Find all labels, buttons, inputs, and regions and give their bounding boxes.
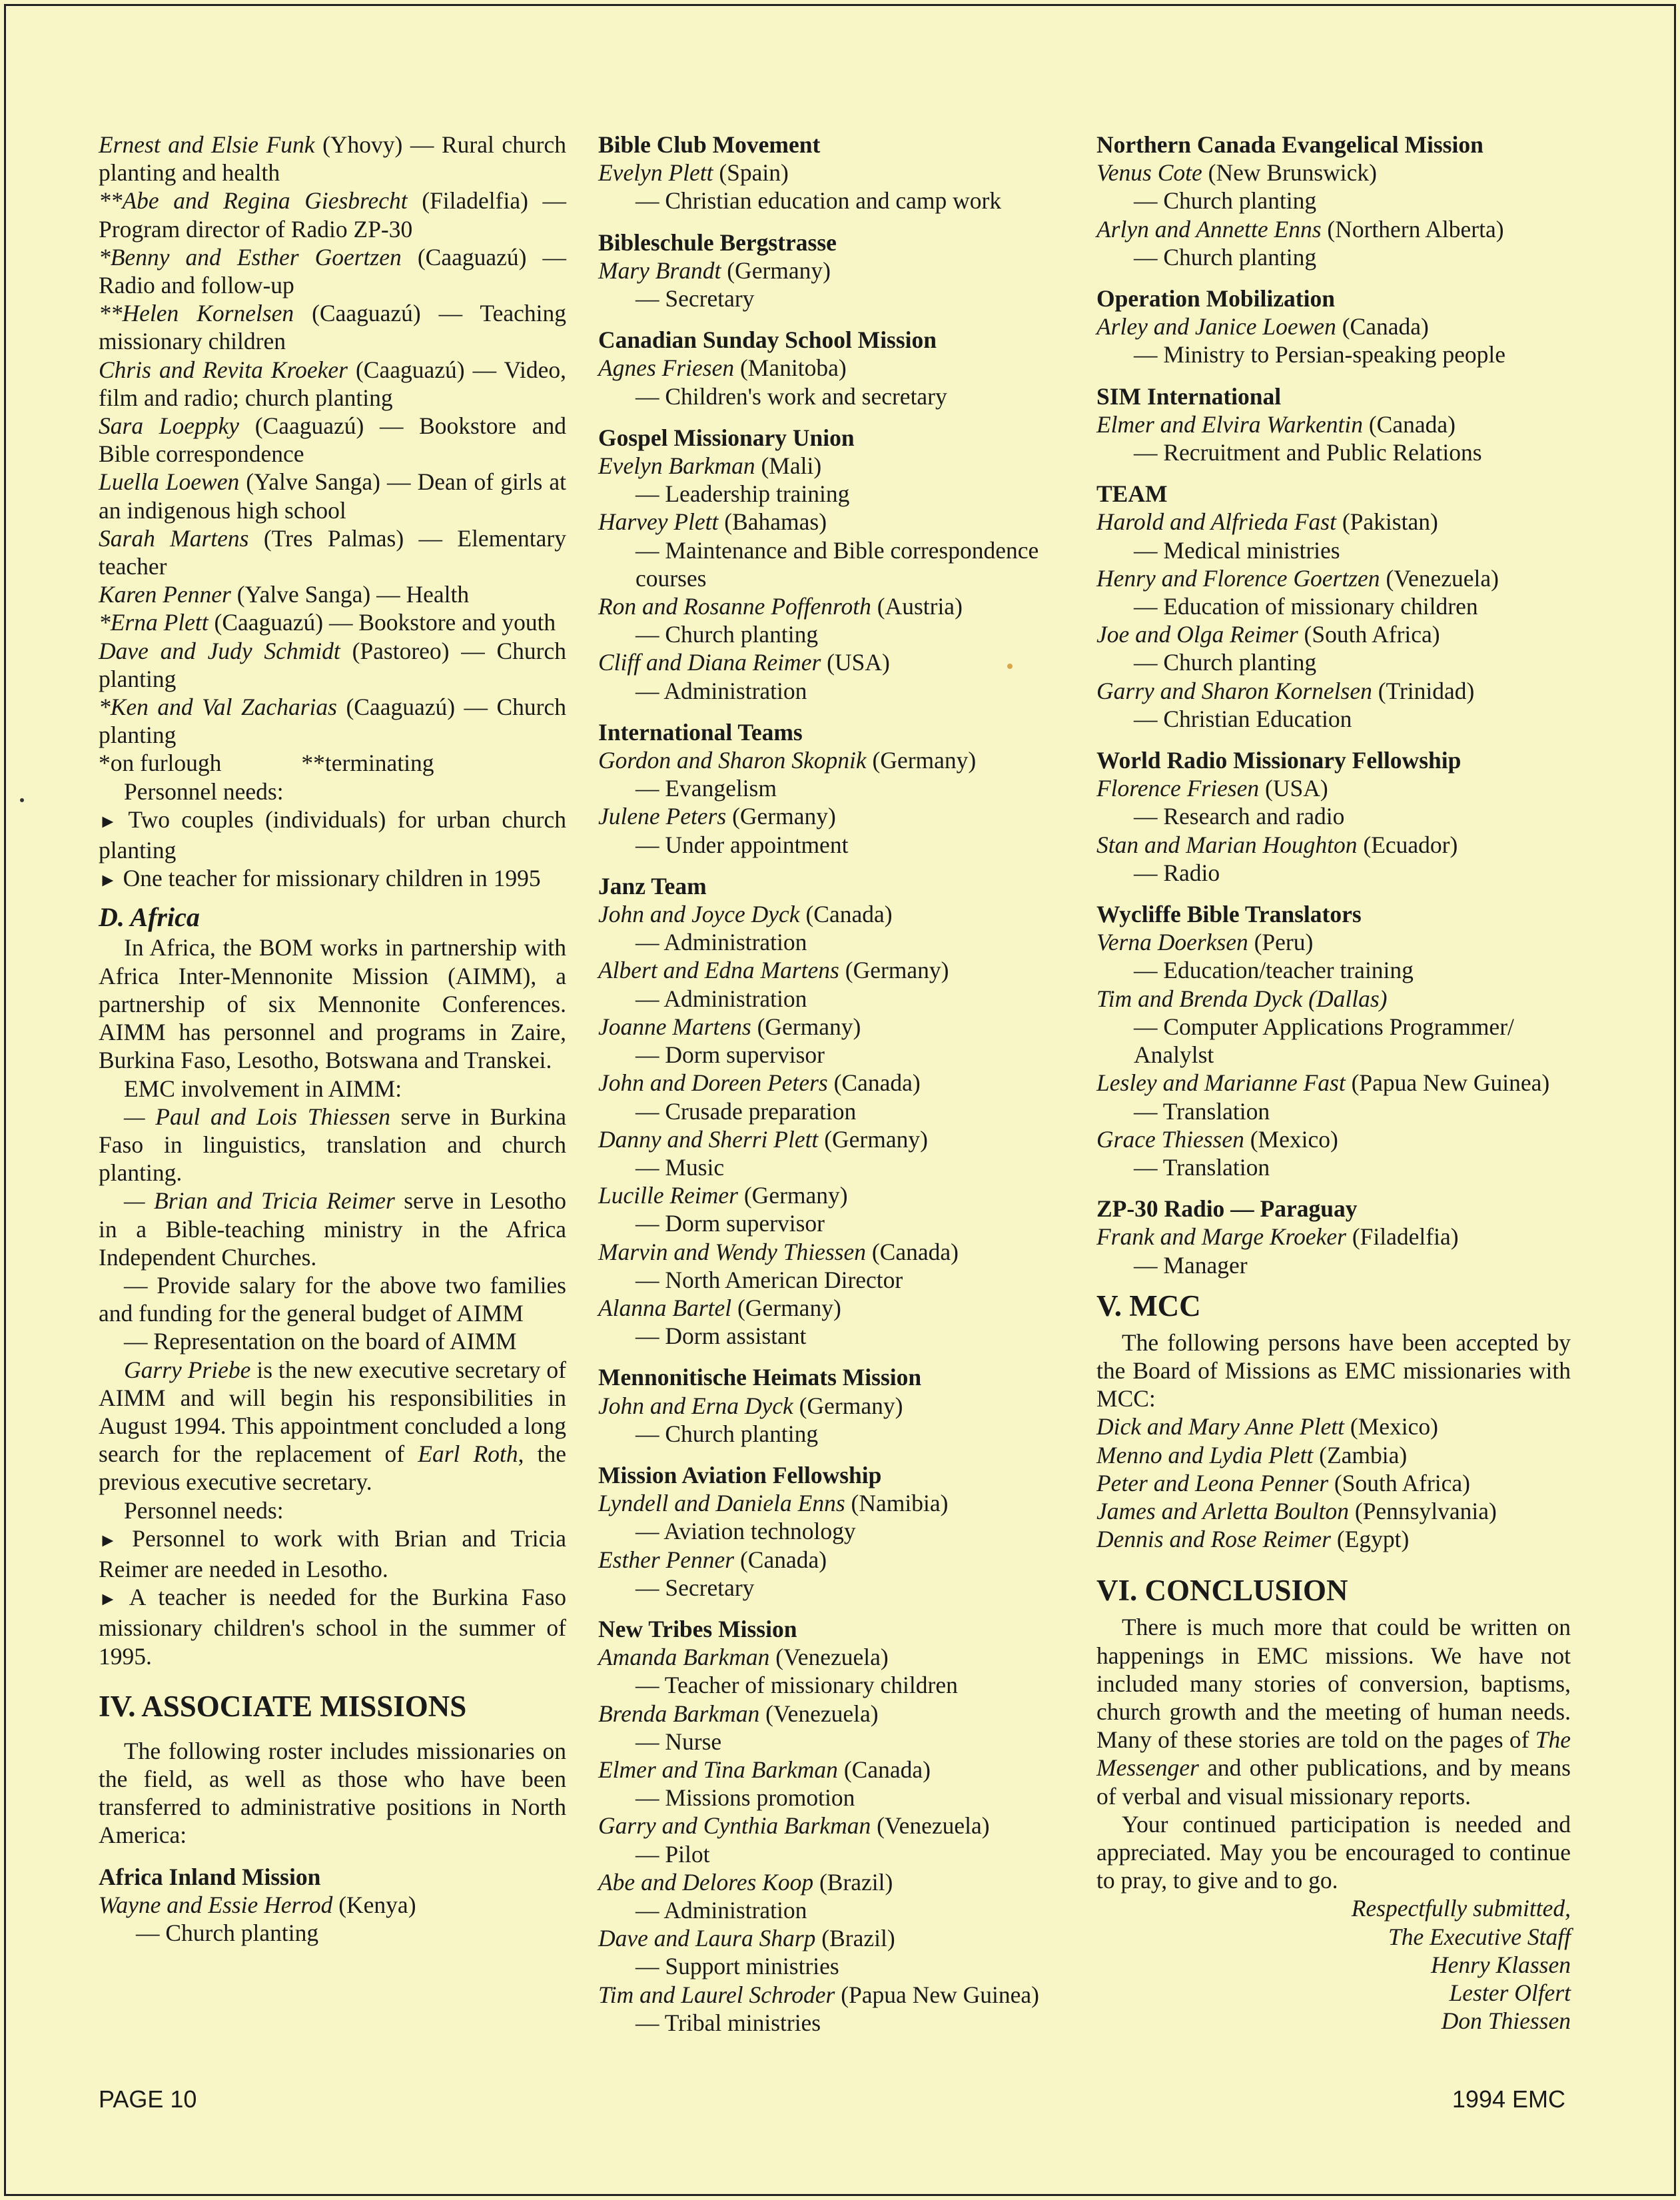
role-line: — Christian education and camp work	[635, 187, 1002, 215]
signoff-line: Don Thiessen	[1441, 2007, 1571, 2035]
missionary-entry	[99, 608, 566, 636]
section-v-heading: V. MCC	[1096, 1289, 1201, 1323]
person-names: Arley and Janice Loewen	[1096, 313, 1336, 340]
role-line: — Crusade preparation	[635, 1097, 857, 1125]
column-2	[598, 131, 1072, 2037]
group-heading: Gospel Missionary Union	[598, 424, 855, 451]
person-line	[598, 648, 1072, 676]
column-3	[1096, 131, 1571, 2035]
priebe-paragraph: Garry Priebe is the new executive secretary of AIMM and will begin his responsibilities in August 1994. This appointment concluded a long search for the replacement of Earl Roth, the previous executive secretary.	[99, 1356, 567, 1496]
conclusion-paragraph: There is much more that could be written on happenings in EMC missions. We have not included many stories of conversion, baptisms, church growth and the meeting of human needs. Many of these stories are told on the pages of The Messenger and other publications, and by means of verbal and visual missionary reports.	[1096, 1614, 1571, 1810]
missionary-names: **Helen Kornelsen	[99, 300, 294, 327]
person-location: (Mexico)	[1244, 1125, 1338, 1153]
aimm-item: — Brian and Tricia Reimer serve in Lesotho in a Bible-teaching ministry in the Africa Independent Churches.	[99, 1187, 566, 1271]
role-line: — Administration	[635, 1896, 807, 1924]
role-line: — Computer Applications Programmer/ Analylst	[1134, 1013, 1514, 1069]
person-location: (Germany)	[726, 803, 836, 830]
person-location: (Venezuela)	[871, 1812, 990, 1840]
person-names: Frank and Marge Kroeker	[1096, 1223, 1346, 1251]
person-names: Brenda Barkman	[598, 1700, 760, 1727]
role-line: — Children's work and secretary	[635, 382, 947, 410]
person-line	[1096, 1223, 1571, 1251]
group-heading: Bible Club Movement	[598, 131, 821, 158]
person-location: (Venezuela)	[769, 1644, 889, 1671]
person-location: (Pakistan)	[1336, 508, 1438, 536]
furlough-note: *on furlough	[99, 750, 222, 777]
person-location: (Pennsylvania)	[1348, 1497, 1497, 1524]
person-names: Dave and Laura Sharp	[598, 1925, 816, 1952]
role-line: — Secretary	[635, 285, 755, 312]
role-line: — Music	[635, 1153, 725, 1181]
person-line	[598, 1294, 1072, 1322]
person-names: Joe and Olga Reimer	[1096, 621, 1298, 648]
person-line	[598, 956, 1072, 984]
person-line	[598, 452, 1072, 480]
person-line	[598, 1181, 1072, 1209]
person-line	[1096, 677, 1571, 705]
person-names: Menno and Lydia Plett	[1096, 1441, 1314, 1468]
need-item: ► Personnel to work with Brian and Tricia Reimer are needed in Lesotho.	[99, 1524, 566, 1582]
person-names: Lesley and Marianne Fast	[1096, 1069, 1346, 1097]
person-location: (Spain)	[713, 159, 789, 187]
role-line: — North American Director	[635, 1266, 903, 1293]
missionary-names: Sarah Martens	[99, 524, 249, 552]
person-line	[598, 257, 1072, 284]
role-line: — Recruitment and Public Relations	[1134, 439, 1482, 466]
person-line	[598, 592, 1072, 620]
role-line: — Church planting	[136, 1919, 319, 1946]
person-line	[1096, 620, 1571, 648]
person-line	[1096, 1069, 1571, 1097]
person-names: Venus Cote	[1096, 159, 1202, 187]
person-names: Elmer and Tina Barkman	[598, 1756, 838, 1783]
role-line: — Support ministries	[635, 1953, 839, 1980]
group-heading: TEAM	[1096, 480, 1168, 508]
mcc-person	[1096, 1525, 1571, 1553]
role-line: — Medical ministries	[1134, 536, 1340, 564]
missionary-entry	[99, 299, 566, 355]
missionary-details: (Caaguazú) — Bookstore and Bible correspondence	[99, 412, 566, 468]
person-location: (Venezuela)	[1380, 564, 1499, 592]
missionary-entry	[99, 187, 566, 243]
role-line: — Dorm supervisor	[635, 1041, 825, 1069]
need-item: ► A teacher is needed for the Burkina Faso missionary children's school in the summer of 1995.	[99, 1584, 566, 1670]
mcc-list	[1096, 1412, 1571, 1553]
person-location: (Brazil)	[815, 1925, 895, 1952]
person-line	[598, 900, 1072, 928]
role-line: — Translation	[1134, 1097, 1270, 1125]
person-location: (Germany)	[839, 957, 949, 984]
person-names: Garry and Sharon Kornelsen	[1096, 677, 1372, 704]
role-line: — Church planting	[635, 1420, 819, 1447]
person-names: Peter and Leona Penner	[1096, 1469, 1329, 1496]
needs-label: Personnel needs:	[124, 1496, 284, 1524]
person-location: (New Brunswick)	[1202, 159, 1377, 187]
group-heading: Mennonitische Heimats Mission	[598, 1364, 922, 1391]
person-names: Harold and Alfrieda Fast	[1096, 508, 1336, 536]
person-names: Grace Thiessen	[1096, 1125, 1244, 1153]
mcc-person	[1096, 1441, 1571, 1469]
person-location: (Austria)	[871, 593, 963, 620]
person-line	[1096, 215, 1571, 243]
missionary-entry	[99, 580, 566, 608]
person-location: (Germany)	[731, 1294, 841, 1321]
role-line: — Education/teacher training	[1134, 957, 1414, 984]
missionary-details: (Filadelfia) — Program director of Radio ZP-30	[99, 187, 566, 243]
person-names: Marvin and Wendy Thiessen	[598, 1238, 866, 1265]
role-line: — Under appointment	[635, 831, 849, 858]
signoff-line: Lester Olfert	[1449, 1979, 1571, 2006]
missionary-details: (Yalve Sanga) — Dean of girls at an indigenous high school	[99, 468, 566, 524]
person-names: Alanna Bartel	[598, 1294, 732, 1321]
role-line: — Teacher of missionary children	[635, 1672, 958, 1699]
role-line: — Leadership training	[635, 480, 850, 508]
signoff-line: The Executive Staff	[1388, 1923, 1571, 1950]
role-line: — Missions promotion	[635, 1784, 855, 1812]
role-line: — Nurse	[635, 1728, 722, 1755]
group-heading: ZP-30 Radio — Paraguay	[1096, 1195, 1358, 1223]
person-location: (Germany)	[866, 747, 977, 774]
missionary-entry	[99, 356, 566, 412]
missionary-details: (Caaguazú) — Bookstore and youth	[208, 609, 556, 636]
person-line	[1096, 312, 1571, 340]
signoff-line: Respectfully submitted,	[1351, 1895, 1571, 1922]
person-names: Florence Friesen	[1096, 775, 1260, 802]
person-line	[1096, 508, 1571, 536]
person-names: Tim and Brenda Dyck (Dallas)	[1096, 985, 1388, 1012]
person-line	[598, 1700, 1072, 1728]
person-location: (Canada)	[837, 1756, 931, 1783]
person-line	[598, 1643, 1072, 1671]
role-line: — Evangelism	[635, 775, 777, 802]
person-names: Garry and Cynthia Barkman	[598, 1812, 871, 1840]
missionary-details: (Yhovy) — Rural church planting and health	[99, 131, 566, 187]
person-line	[1096, 410, 1571, 438]
role-line: — Ministry to Persian-speaking people	[1134, 341, 1506, 368]
role-line: — Church planting	[1134, 649, 1317, 676]
person-line	[598, 802, 1072, 830]
person-names: Evelyn Plett	[598, 159, 713, 187]
person-location: (Mexico)	[1344, 1413, 1438, 1440]
group-heading: Wycliffe Bible Translators	[1096, 901, 1362, 928]
arrow-icon: ►	[99, 870, 117, 891]
group-heading: Canadian Sunday School Mission	[598, 326, 937, 354]
africa-paragraph: In Africa, the BOM works in partnership with Africa Inter-Mennonite Mission (AIMM), a partnership of six Mennonite Conferences. AIMM has personnel and programs in Zaire, Burkina Faso, Lesotho, Botswana and Transkei.	[99, 934, 566, 1074]
section-vi-heading: VI. CONCLUSION	[1096, 1574, 1348, 1608]
person-location: (Mali)	[755, 452, 822, 480]
person-names: Lyndell and Daniela Enns	[598, 1490, 845, 1517]
person-line	[598, 1924, 1072, 1952]
person-line	[1096, 1125, 1571, 1153]
missionary-entry	[99, 131, 566, 187]
missionary-names: *Erna Plett	[99, 609, 209, 636]
person-location: (Bahamas)	[718, 508, 827, 536]
person-line	[598, 1546, 1072, 1574]
person-line	[598, 1238, 1072, 1266]
person-names: Ron and Rosanne Poffenroth	[598, 593, 871, 620]
person-line	[1096, 831, 1571, 859]
person-location: (Ecuador)	[1357, 831, 1458, 858]
missionary-entry	[99, 243, 566, 299]
missionary-details: (Yalve Sanga) — Health	[230, 581, 470, 608]
person-line: Wayne and Essie Herrod (Kenya)	[99, 1891, 416, 1918]
person-location: (Northern Alberta)	[1321, 215, 1504, 243]
group-heading: New Tribes Mission	[598, 1615, 797, 1642]
missionary-names: Chris and Revita Kroeker	[99, 356, 348, 383]
role-line: — Radio	[1134, 859, 1220, 886]
missionary-entry	[99, 693, 566, 749]
person-names: Stan and Marian Houghton	[1096, 831, 1358, 858]
mcc-paragraph: The following persons have been accepted by the Board of Missions as EMC missionaries with MCC:	[1096, 1329, 1571, 1412]
person-line	[598, 1756, 1072, 1784]
person-names: Danny and Sherri Plett	[598, 1125, 819, 1153]
missionary-entry	[99, 412, 566, 468]
missionary-names: **Abe and Regina Giesbrecht	[99, 187, 408, 215]
person-names: Esther Penner	[598, 1546, 735, 1573]
arrow-icon: ►	[99, 1589, 117, 1610]
role-line: — Aviation technology	[635, 1518, 856, 1545]
page-number: PAGE 10	[99, 2085, 197, 2113]
person-location: (USA)	[821, 649, 890, 676]
role-line: — Dorm supervisor	[635, 1210, 825, 1237]
person-names: Amanda Barkman	[598, 1644, 770, 1671]
person-location: (Peru)	[1248, 929, 1314, 956]
terminating-note: **terminating	[301, 750, 434, 777]
aimm-involvement: EMC involvement in AIMM:	[124, 1075, 402, 1102]
role-line: — Administration	[635, 677, 807, 704]
publication-label: 1994 EMC	[1452, 2085, 1565, 2113]
person-location: (Canada)	[734, 1546, 827, 1573]
group-heading: Janz Team	[598, 872, 707, 899]
role-line: — Administration	[635, 929, 807, 956]
person-names: Elmer and Elvira Warkentin	[1096, 410, 1363, 438]
person-names: Evelyn Barkman	[598, 452, 755, 480]
person-names: Dick and Mary Anne Plett	[1096, 1413, 1344, 1440]
person-names: Albert and Edna Martens	[598, 957, 839, 984]
person-location: (Filadelfia)	[1346, 1223, 1459, 1251]
missionary-details: (Caaguazú) — Teaching missionary children	[99, 300, 566, 355]
missionary-details: (Caaguazú) — Video, film and radio; church planting	[99, 356, 566, 411]
person-names: Abe and Delores Koop	[598, 1868, 814, 1896]
person-location: (Namibia)	[845, 1490, 949, 1517]
role-line: — Christian Education	[1134, 705, 1352, 732]
missionary-names: Luella Loewen	[99, 468, 240, 496]
group-heading: Northern Canada Evangelical Mission	[1096, 131, 1483, 158]
mcc-person	[1096, 1497, 1571, 1525]
person-line	[598, 159, 1072, 187]
missionary-names: *Ken and Val Zacharias	[99, 694, 337, 721]
missionary-names: Karen Penner	[99, 581, 231, 608]
person-location: (Trinidad)	[1372, 677, 1475, 704]
person-names: Tim and Laurel Schroder	[598, 1981, 835, 2008]
conclusion-paragraph: Your continued participation is needed and appreciated. May you be encouraged to continue to pray, to give and to go.	[1096, 1810, 1571, 1894]
person-location: (Zambia)	[1313, 1441, 1408, 1468]
legend-line	[99, 749, 566, 777]
role-line: — Dorm assistant	[635, 1323, 807, 1350]
person-names: Harvey Plett	[598, 508, 719, 536]
mcc-person	[1096, 1412, 1571, 1440]
person-names: Joanne Martens	[598, 1013, 751, 1040]
section-iv-heading: IV. ASSOCIATE MISSIONS	[99, 1689, 467, 1723]
group-heading: Africa Inland Mission	[99, 1863, 321, 1890]
person-names: Mary Brandt	[598, 257, 721, 284]
role-line: — Education of missionary children	[1134, 593, 1478, 620]
person-line	[598, 1868, 1072, 1896]
person-location: (Germany)	[751, 1013, 861, 1040]
missionary-details: (Caaguazú) — Church planting	[99, 694, 566, 749]
person-location: (Egypt)	[1330, 1526, 1410, 1553]
group-heading: Bibleschule Bergstrasse	[598, 229, 837, 256]
missionary-details: (Caaguazú) — Radio and follow-up	[99, 243, 566, 299]
role-line: — Pilot	[635, 1840, 710, 1868]
person-names: Lucille Reimer	[598, 1182, 738, 1209]
mission-groups	[1096, 131, 1571, 1279]
africa-heading: D. Africa	[99, 902, 200, 933]
mcc-person	[1096, 1469, 1571, 1497]
person-location: (Papua New Guinea)	[1345, 1069, 1550, 1097]
person-names: Dennis and Rose Reimer	[1096, 1526, 1331, 1553]
person-location: (Germany)	[793, 1392, 903, 1419]
person-location: (South Africa)	[1298, 621, 1440, 648]
person-line	[598, 1392, 1072, 1420]
missionary-names: *Benny and Esther Goertzen	[99, 243, 402, 271]
person-line	[598, 746, 1072, 774]
group-heading: SIM International	[1096, 382, 1282, 410]
paraguay-entries	[99, 131, 566, 749]
missionary-names: Ernest and Elsie Funk	[99, 131, 315, 158]
missionary-details: (Tres Palmas) — Elementary teacher	[99, 524, 566, 580]
role-line: — Research and radio	[1134, 803, 1345, 830]
person-line	[1096, 159, 1571, 187]
signoff	[1096, 1894, 1571, 2035]
need-item: ► One teacher for missionary children in 1995	[99, 865, 541, 892]
person-names: Julene Peters	[598, 803, 727, 830]
missionary-entry	[99, 468, 566, 524]
aimm-item: — Provide salary for the above two families and funding for the general budget of AIMM	[99, 1271, 566, 1327]
group-heading: International Teams	[598, 718, 803, 746]
person-line	[598, 1489, 1072, 1517]
role-line: — Church planting	[635, 621, 819, 648]
column-1	[99, 131, 566, 1947]
person-location: (South Africa)	[1328, 1469, 1470, 1496]
person-location: (Canada)	[799, 901, 893, 928]
person-names: Verna Doerksen	[1096, 929, 1248, 956]
role-line: — Manager	[1134, 1251, 1248, 1279]
person-location: (Canada)	[827, 1069, 921, 1097]
person-names: Gordon and Sharon Skopnik	[598, 747, 867, 774]
missionary-entry	[99, 524, 566, 580]
missionary-details: (Pastoreo) — Church planting	[99, 637, 566, 692]
aimm-item: — Paul and Lois Thiessen serve in Burkina Faso in linguistics, translation and church planting.	[99, 1103, 566, 1187]
role-line: — Church planting	[1134, 243, 1317, 271]
person-names: James and Arletta Boulton	[1096, 1497, 1349, 1524]
mission-groups	[598, 131, 1072, 2037]
person-location: (USA)	[1259, 775, 1328, 802]
person-line	[1096, 564, 1571, 592]
group-heading: World Radio Missionary Fellowship	[1096, 747, 1462, 774]
person-location: (Germany)	[737, 1182, 848, 1209]
person-names: Cliff and Diana Reimer	[598, 649, 821, 676]
arrow-icon: ►	[99, 811, 117, 832]
needs-label: Personnel needs:	[124, 778, 284, 805]
missionary-entry	[99, 637, 566, 693]
section-iv-paragraph: The following roster includes missionaries on the field, as well as those who have been transferred to administrative positions in North America:	[99, 1737, 566, 1849]
person-location: (Papua New Guinea)	[835, 1981, 1039, 2008]
missionary-names: Dave and Judy Schmidt	[99, 637, 340, 664]
role-line: — Secretary	[635, 1574, 755, 1601]
person-location: (Canada)	[1336, 313, 1429, 340]
person-names: Agnes Friesen	[598, 354, 735, 382]
person-line	[598, 1125, 1072, 1153]
person-line	[1096, 774, 1571, 802]
person-line	[598, 1069, 1072, 1097]
person-location: (Brazil)	[813, 1868, 893, 1896]
group-heading: Operation Mobilization	[1096, 285, 1335, 312]
person-location: (Canada)	[1362, 410, 1456, 438]
role-line: — Administration	[635, 985, 807, 1012]
person-names: Henry and Florence Goertzen	[1096, 564, 1380, 592]
role-line: — Translation	[1134, 1153, 1270, 1181]
group-heading: Mission Aviation Fellowship	[598, 1461, 882, 1488]
person-line	[598, 1812, 1072, 1840]
person-names: Arlyn and Annette Enns	[1096, 215, 1322, 243]
person-line	[1096, 928, 1571, 956]
role-line: — Tribal ministries	[635, 2009, 821, 2036]
arrow-icon: ►	[99, 1530, 117, 1551]
role-line: — Maintenance and Bible correspondence courses	[635, 536, 1039, 592]
person-location: (Canada)	[865, 1238, 959, 1265]
person-location: (Venezuela)	[759, 1700, 879, 1727]
margin-speck	[20, 798, 24, 802]
person-names: John and Doreen Peters	[598, 1069, 828, 1097]
person-line	[1096, 985, 1571, 1013]
person-names: John and Joyce Dyck	[598, 901, 800, 928]
signoff-line: Henry Klassen	[1430, 1951, 1571, 1978]
person-line	[598, 508, 1072, 536]
person-location: (Manitoba)	[734, 354, 847, 382]
person-line	[598, 354, 1072, 382]
need-item: ► Two couples (individuals) for urban church planting	[99, 806, 566, 864]
person-location: (Germany)	[818, 1125, 928, 1153]
person-line	[598, 1013, 1072, 1041]
missionary-names: Sara Loeppky	[99, 412, 240, 440]
aimm-item: — Representation on the board of AIMM	[124, 1328, 517, 1355]
person-location: (Germany)	[721, 257, 831, 284]
person-names: John and Erna Dyck	[598, 1392, 793, 1419]
person-line	[598, 1981, 1072, 2009]
role-line: — Church planting	[1134, 187, 1317, 215]
